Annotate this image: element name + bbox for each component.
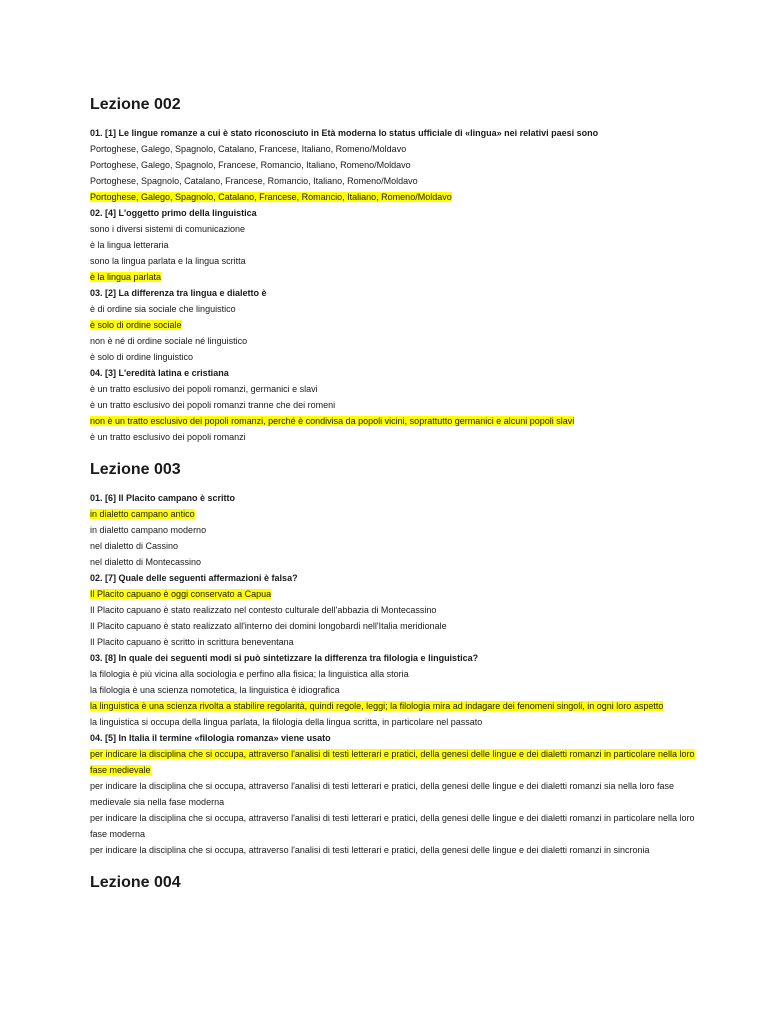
answer-option-text: è un tratto esclusivo dei popoli romanzi tranne che dei romeni <box>90 400 336 410</box>
answer-option-correct <box>90 317 708 333</box>
answer-option-text: la filologia è una scienza nomotetica, la linguistica è idiografica <box>90 685 340 695</box>
question-title: 01. [6] Il Placito campano è scritto <box>90 493 236 503</box>
question-title: 02. [4] L'oggetto primo della linguistica <box>90 208 257 218</box>
answer-option <box>90 173 708 189</box>
answer-option-correct <box>90 746 708 778</box>
lesson-section <box>90 873 708 893</box>
answer-option-text: sono la lingua parlata e la lingua scritta <box>90 256 246 266</box>
answer-option <box>90 602 708 618</box>
answer-option <box>90 634 708 650</box>
answer-option <box>90 349 708 365</box>
answer-option-text: è solo di ordine sociale <box>90 320 182 330</box>
answer-option-text: è un tratto esclusivo dei popoli romanzi, germanici e slavi <box>90 384 318 394</box>
answer-option-text: Il Placito capuano è stato realizzato nel contesto culturale dell'abbazia di Montecassino <box>90 605 437 615</box>
answer-option-text: per indicare la disciplina che si occupa, attraverso l'analisi di testi letterari e pratici, della genesi delle lingue e dei dialetti romanzi in particolare nella loro fase medievale <box>90 749 695 775</box>
answer-option <box>90 522 708 538</box>
answer-option <box>90 253 708 269</box>
lesson-title: Lezione 004 <box>90 874 181 891</box>
answer-option-correct <box>90 189 708 205</box>
answer-option <box>90 141 708 157</box>
answer-option <box>90 157 708 173</box>
answer-option <box>90 429 708 445</box>
answer-option <box>90 397 708 413</box>
answer-option-text: è la lingua letteraria <box>90 240 169 250</box>
answer-option-text: per indicare la disciplina che si occupa, attraverso l'analisi di testi letterari e pratici, della genesi delle lingue e dei dialetti romanzi in sincronia <box>90 845 650 855</box>
answer-option-text: è la lingua parlata <box>90 272 162 282</box>
answer-option <box>90 666 708 682</box>
answer-option-correct <box>90 269 708 285</box>
question-title: 04. [3] L'eredità latina e cristiana <box>90 368 229 378</box>
answer-option-text: è un tratto esclusivo dei popoli romanzi <box>90 432 246 442</box>
answer-option-text: è solo di ordine linguistico <box>90 352 194 362</box>
answer-option-correct <box>90 586 708 602</box>
answer-option-correct <box>90 698 708 714</box>
answer-option-correct <box>90 506 708 522</box>
question-title: 03. [8] In quale dei seguenti modi si può sintetizzare la differenza tra filologia e linguistica? <box>90 653 479 663</box>
answer-option-text: la filologia è più vicina alla sociologia e perfino alla fisica; la linguistica alla storia <box>90 669 409 679</box>
answer-option <box>90 301 708 317</box>
answer-option-text: Il Placito capuano è oggi conservato a Capua <box>90 589 272 599</box>
answer-option <box>90 333 708 349</box>
answer-option <box>90 682 708 698</box>
answer-option-text: per indicare la disciplina che si occupa, attraverso l'analisi di testi letterari e pratici, della genesi delle lingue e dei dialetti romanzi sia nella loro fase medievale sia nella fase moderna <box>90 781 675 807</box>
answer-option <box>90 714 708 730</box>
lesson-section <box>90 460 708 858</box>
answer-option-text: in dialetto campano moderno <box>90 525 207 535</box>
question-title: 03. [2] La differenza tra lingua e dialetto è <box>90 288 267 298</box>
answer-option-text: Portoghese, Galego, Spagnolo, Francese, Romancio, Italiano, Romeno/Moldavo <box>90 160 411 170</box>
answer-option <box>90 778 708 810</box>
answer-option <box>90 538 708 554</box>
lesson-title: Lezione 003 <box>90 461 181 478</box>
answer-option-text: la linguistica si occupa della lingua parlata, la filologia della lingua scritta, in particolare nel passato <box>90 717 483 727</box>
answer-option-text: Portoghese, Spagnolo, Catalano, Francese, Romancio, Italiano, Romeno/Moldavo <box>90 176 418 186</box>
answer-option-text: Portoghese, Galego, Spagnolo, Catalano, Francese, Italiano, Romeno/Moldavo <box>90 144 407 154</box>
question-title: 04. [5] In Italia il termine «filologia romanza» viene usato <box>90 733 331 743</box>
question-title: 02. [7] Quale delle seguenti affermazioni è falsa? <box>90 573 298 583</box>
answer-option <box>90 237 708 253</box>
answer-option-correct <box>90 413 708 429</box>
answer-option-text: sono i diversi sistemi di comunicazione <box>90 224 246 234</box>
answer-option-text: Il Placito capuano è stato realizzato all'interno dei domini longobardi nell'Italia meridionale <box>90 621 447 631</box>
answer-option-text: per indicare la disciplina che si occupa, attraverso l'analisi di testi letterari e pratici, della genesi delle lingue e dei dialetti romanzi in particolare nella loro fase moderna <box>90 813 695 839</box>
answer-option-text: nel dialetto di Montecassino <box>90 557 202 567</box>
lesson-section <box>90 95 708 445</box>
answer-option-text: Il Placito capuano è scritto in scrittura beneventana <box>90 637 294 647</box>
answer-option <box>90 810 708 842</box>
answer-option-text: Portoghese, Galego, Spagnolo, Catalano, Francese, Romancio, Italiano, Romeno/Moldavo <box>90 192 452 202</box>
answer-option <box>90 842 708 858</box>
answer-option-text: nel dialetto di Cassino <box>90 541 179 551</box>
answer-option-text: non è né di ordine sociale né linguistico <box>90 336 248 346</box>
answer-option-text: in dialetto campano antico <box>90 509 195 519</box>
answer-option-text: la linguistica è una scienza rivolta a stabilire regolarità, quindi regole, leggi; la filologia mira ad indagare dei fenomeni singoli, in ogni loro aspetto <box>90 701 664 711</box>
answer-option <box>90 221 708 237</box>
answer-option <box>90 554 708 570</box>
question-title: 01. [1] Le lingue romanze a cui è stato riconosciuto in Età moderna lo status ufficiale di «lingua» nei relativi paesi sono <box>90 128 599 138</box>
lesson-title: Lezione 002 <box>90 96 181 113</box>
answer-option <box>90 618 708 634</box>
answer-option <box>90 381 708 397</box>
answer-option-text: è di ordine sia sociale che linguistico <box>90 304 236 314</box>
answer-option-text: non è un tratto esclusivo dei popoli romanzi, perché è condivisa da popoli vicini, soprattutto germanici e alcuni popoli slavi <box>90 416 575 426</box>
